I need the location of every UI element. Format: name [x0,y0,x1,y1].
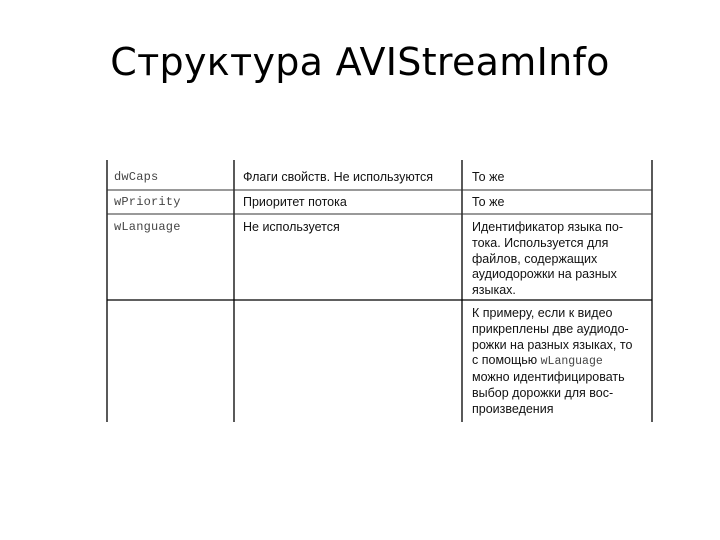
field-name-dwcaps: dwCaps [114,170,159,184]
field-name-wpriority: wPriority [114,195,181,209]
note-line: Идентификатор языка по- [472,220,624,234]
field-description: Не используется [243,220,340,234]
field-description: Приоритет потока [243,195,347,209]
note-line: файлов, содержащих [472,251,598,266]
inline-prefix: с помощью [472,353,541,368]
field-note-multiline [472,220,650,299]
note-line [472,353,650,370]
note-line: произведения [472,401,554,416]
inline-code-wlanguage: wLanguage [540,355,603,369]
note-line: К примеру, если к видео [472,306,613,320]
continuation-note [472,306,650,418]
note-line: аудиодорожки на разных [472,267,617,282]
slide-title: Структура AVIStreamInfo [110,40,610,84]
field-note: То же [472,195,505,209]
note-line: рожки на разных языках, то [472,337,633,352]
field-description: Флаги свойств. Не используются [243,170,434,184]
note-line: можно идентифицировать [472,370,625,385]
field-note: То же [472,170,505,184]
field-name-wlanguage: wLanguage [114,220,181,234]
note-line: выбор дорожки для вос- [472,385,614,400]
note-line: тока. Используется для [472,235,609,250]
struct-table [106,160,654,422]
note-line: языках. [472,283,516,298]
note-line: прикреплены две аудиодо- [472,321,629,336]
